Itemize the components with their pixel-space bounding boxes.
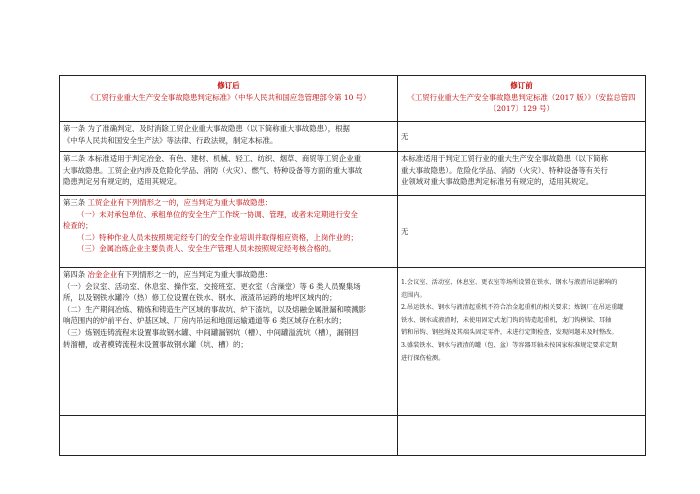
left-header-subtitle: 《工贸行业重大生产安全事故隐患判定标准》（中华人民共和国应急管理部令第 10 号） [86,92,371,102]
article-2-old-line: 业领域对重大事故隐患判定标准另有规定的，适用其规定。 [401,177,594,187]
article-3-intro-text: 工贸企业有下列情形之一的，应当判定为重大事故隐患： [87,198,273,207]
article-4-intro [63,269,394,281]
left-header-cell [60,76,398,122]
article-4-old-item: 2.吊运铁水、钢水与液渣起重机不符合冶金起重机的相关要求；炼钢厂在吊运重罐 [401,304,624,312]
article-2-line: 第二条 本标准适用于判定冶金、有色、建材、机械、轻工、纺织、烟草、商贸等工贸企业重 [63,154,361,163]
article-4-item: 所，以及钢铁水罐冷（热）修工位设置在铁水、钢水、液渣吊运跨的地坪区域内的； [63,293,337,303]
comparison-table [59,75,646,456]
table-row [60,416,646,456]
article-2-old-cell [398,152,646,196]
table-row [60,268,646,416]
article-4-item: （一）会议室、活动室、休息室、操作室、交接班室、更衣室（含澡堂）等 6 类人员聚集场 [63,281,361,291]
table-row [60,122,646,152]
article-4-old-item: 1.会议室、活动室、休息室、更衣室等场所设置在铁水、钢水与液渣吊运影响的 [401,279,618,286]
article-3-item: 检查的； [63,221,93,231]
article-1-old-cell [398,122,646,152]
header-row [60,76,646,122]
table-row [60,196,646,268]
article-5-old-cell [398,416,646,456]
article-1-old-text: 无 [401,131,409,141]
article-1-line: 第一条 为了准确判定、及时消除工贸企业重大事故隐患（以下简称重大事故隐患），根据 [63,124,350,133]
article-2-line: 大事故隐患。工贸企业内涉及危险化学品、消防（火灾）、燃气、特种设备等方面的重大事故 [63,165,363,175]
article-4-old-item: 进行探伤检测。 [401,354,445,362]
article-4-old-item: 范围内。 [401,291,426,299]
article-2-cell [60,152,398,196]
article-4-label: 第四条 [63,270,88,279]
article-3-old-cell [398,196,646,268]
article-4-item: （三）炼钢连铸流程未设置事故钢水罐、中间罐漏钢坑（槽）、中间罐溢流坑（槽），漏钢回 [63,327,359,337]
article-3-item: （一）未对承包单位、承租单位的安全生产工作统一协调、管理，或者未定期进行安全 [77,209,358,219]
article-3-cell [60,196,398,268]
article-4-item: 响范围内的炉前平台、炉基区域、厂房内吊运和地面运输通道等 6 类区域存在积水的； [63,316,346,326]
article-3-item: （二）特种作业人员未按照规定经专门的安全作业培训并取得相应资格，上岗作业的； [77,232,358,242]
article-3-label: 第三条 [63,198,88,207]
article-3-intro [63,197,394,209]
right-header-title: 修订前 [510,81,533,90]
article-4-intro-text: 有下列情形之一的，应当判定为重大事故隐患： [117,270,273,279]
article-3-old-text: 无 [401,226,409,236]
article-3-item: （三）金属冶炼企业主要负责人、安全生产管理人员未按照规定经考核合格的。 [77,244,336,254]
article-4-old-item: 铁水、钢水或液渣时，未使用固定式龙门钩的铸造起重机，龙门钩横梁、耳轴 [401,316,612,324]
article-4-old-item: 3.盛装铁水、钢水与液渣的罐（包、盆）等容器耳轴未按国家标准规定要求定期 [401,341,618,349]
right-header-subtitle: 《工贸行业重大生产安全事故隐患判定标准（2017 版）》（安监总管四〔2017〕129 号） [407,92,636,114]
article-4-cell [60,268,398,416]
article-4-old-cell [398,268,646,416]
article-5-cell [60,416,398,456]
left-header-title: 修订后 [217,81,240,90]
article-4-item: 转溜槽，或者模铸流程未设置事故钢水罐（坑、槽）的； [63,339,248,349]
article-4-item: （二）生产期间冶炼、精炼和铸造生产区域的事故坑、炉下渣坑，以及熔融金属泄漏和喷溅影 [63,304,367,314]
article-1-line: 《中华人民共和国安全生产法》等法律、行政法规，制定本标准。 [63,135,278,145]
article-4-scope: 冶金企业 [87,270,118,279]
article-2-old-line: 本标准适用于判定工贸行业的重大生产安全事故隐患（以下简称 [401,154,608,163]
article-1-cell [60,122,398,152]
article-4-old-item: 销和吊钩、钢丝绳及其端头固定零件，未进行定期检查，发现问题未及时整改。 [401,329,618,337]
right-header-cell [398,76,646,122]
article-2-line: 隐患判定另有规定的，适用其规定。 [63,177,182,187]
article-2-old-line: 重大事故隐患）。危险化学品、消防（火灾）、特种设备等有关行 [401,165,608,175]
table-row [60,152,646,196]
